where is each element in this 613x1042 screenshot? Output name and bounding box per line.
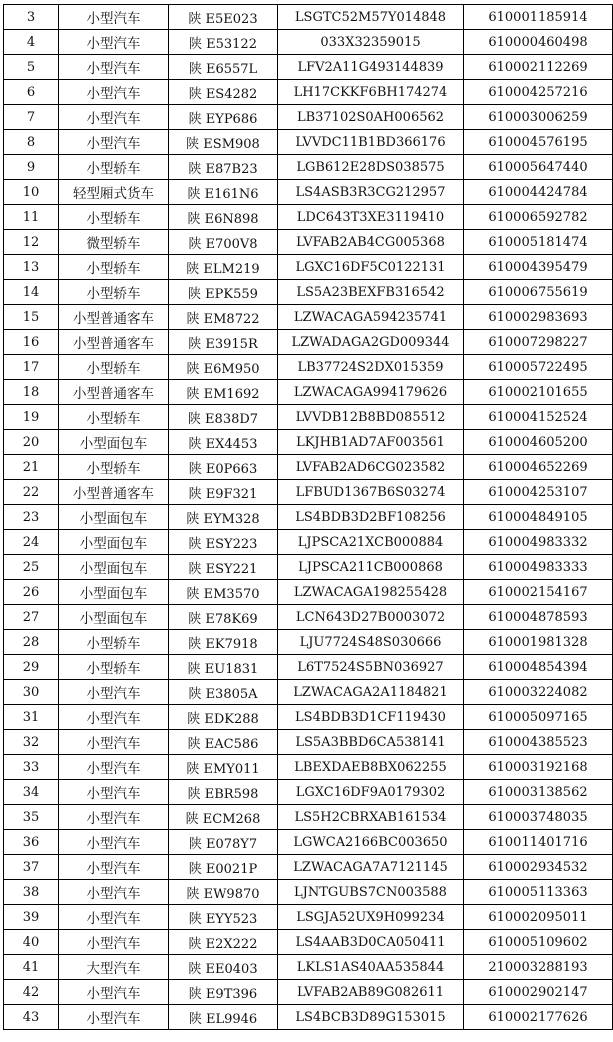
table-row bbox=[4, 730, 613, 755]
table-row bbox=[4, 205, 613, 230]
record-id: 610002902147 bbox=[464, 980, 613, 1005]
license-plate: 陕 ESM908 bbox=[169, 130, 278, 155]
vehicle-type: 小型汽车 bbox=[59, 105, 169, 130]
license-plate: 陕 EK7918 bbox=[169, 630, 278, 655]
table-row bbox=[4, 805, 613, 830]
record-id: 610005647440 bbox=[464, 155, 613, 180]
vin-number: LVFAB2AB89G082611 bbox=[278, 980, 464, 1005]
record-id: 610003138562 bbox=[464, 780, 613, 805]
record-id: 610004983333 bbox=[464, 555, 613, 580]
vehicle-type: 小型汽车 bbox=[59, 680, 169, 705]
vehicle-type: 小型面包车 bbox=[59, 580, 169, 605]
record-id: 610004983332 bbox=[464, 530, 613, 555]
vehicle-type: 小型面包车 bbox=[59, 505, 169, 530]
record-id: 610001981328 bbox=[464, 630, 613, 655]
table-row bbox=[4, 830, 613, 855]
vin-number: LBEXDAEB8BX062255 bbox=[278, 755, 464, 780]
vin-number: LS5H2CBRXAB161534 bbox=[278, 805, 464, 830]
vehicle-type: 小型汽车 bbox=[59, 80, 169, 105]
table-row bbox=[4, 355, 613, 380]
table-row bbox=[4, 580, 613, 605]
table-row bbox=[4, 855, 613, 880]
license-plate: 陕 EM8722 bbox=[169, 305, 278, 330]
license-plate: 陕 EBR598 bbox=[169, 780, 278, 805]
record-id: 610004424784 bbox=[464, 180, 613, 205]
table-row bbox=[4, 505, 613, 530]
vehicle-type: 小型汽车 bbox=[59, 930, 169, 955]
vin-number: LVVDB12B8BD085512 bbox=[278, 405, 464, 430]
record-id: 210003288193 bbox=[464, 955, 613, 980]
table-row bbox=[4, 530, 613, 555]
vin-number: LVVDC11B1BD366176 bbox=[278, 130, 464, 155]
vin-number: LS4BDB3D1CF119430 bbox=[278, 705, 464, 730]
record-id: 610003748035 bbox=[464, 805, 613, 830]
table-row bbox=[4, 1005, 613, 1030]
license-plate: 陕 E9F321 bbox=[169, 480, 278, 505]
license-plate: 陕 EPK559 bbox=[169, 280, 278, 305]
table-row bbox=[4, 655, 613, 680]
license-plate: 陕 E700V8 bbox=[169, 230, 278, 255]
row-index: 40 bbox=[4, 930, 59, 955]
license-plate: 陕 EDK288 bbox=[169, 705, 278, 730]
table-row bbox=[4, 180, 613, 205]
license-plate: 陕 E2X222 bbox=[169, 930, 278, 955]
record-id: 610003192168 bbox=[464, 755, 613, 780]
vin-number: LGXC16DF5C0122131 bbox=[278, 255, 464, 280]
row-index: 23 bbox=[4, 505, 59, 530]
record-id: 610004854394 bbox=[464, 655, 613, 680]
table-row bbox=[4, 405, 613, 430]
vehicle-type: 小型汽车 bbox=[59, 905, 169, 930]
vin-number: LVFAB2AB4CG005368 bbox=[278, 230, 464, 255]
row-index: 11 bbox=[4, 205, 59, 230]
row-index: 8 bbox=[4, 130, 59, 155]
record-id: 610007298227 bbox=[464, 330, 613, 355]
license-plate: 陕 EYM328 bbox=[169, 505, 278, 530]
license-plate: 陕 EL9946 bbox=[169, 1005, 278, 1030]
record-id: 610002154167 bbox=[464, 580, 613, 605]
row-index: 18 bbox=[4, 380, 59, 405]
license-plate: 陕 E3915R bbox=[169, 330, 278, 355]
record-id: 610002101655 bbox=[464, 380, 613, 405]
table-row bbox=[4, 905, 613, 930]
license-plate: 陕 EM3570 bbox=[169, 580, 278, 605]
record-id: 610004652269 bbox=[464, 455, 613, 480]
vin-number: LDC643T3XE3119410 bbox=[278, 205, 464, 230]
vehicle-type: 小型面包车 bbox=[59, 430, 169, 455]
record-id: 610002095011 bbox=[464, 905, 613, 930]
table-row bbox=[4, 30, 613, 55]
vehicle-type: 大型汽车 bbox=[59, 955, 169, 980]
license-plate: 陕 EYY523 bbox=[169, 905, 278, 930]
vin-number: LFBUD1367B6S03274 bbox=[278, 480, 464, 505]
vehicle-type: 小型汽车 bbox=[59, 830, 169, 855]
row-index: 27 bbox=[4, 605, 59, 630]
vin-number: LZWACAGA994179626 bbox=[278, 380, 464, 405]
vehicle-type: 小型汽车 bbox=[59, 880, 169, 905]
vin-number: LS4BCB3D89G153015 bbox=[278, 1005, 464, 1030]
row-index: 16 bbox=[4, 330, 59, 355]
row-index: 32 bbox=[4, 730, 59, 755]
license-plate: 陕 ESY221 bbox=[169, 555, 278, 580]
row-index: 20 bbox=[4, 430, 59, 455]
vin-number: LZWACAGA2A1184821 bbox=[278, 680, 464, 705]
license-plate: 陕 EU1831 bbox=[169, 655, 278, 680]
row-index: 3 bbox=[4, 5, 59, 30]
license-plate: 陕 E9T396 bbox=[169, 980, 278, 1005]
table-row bbox=[4, 630, 613, 655]
license-plate: 陕 E161N6 bbox=[169, 180, 278, 205]
vehicle-type: 小型汽车 bbox=[59, 130, 169, 155]
row-index: 36 bbox=[4, 830, 59, 855]
table-row bbox=[4, 755, 613, 780]
license-plate: 陕 EM1692 bbox=[169, 380, 278, 405]
record-id: 610006755619 bbox=[464, 280, 613, 305]
record-id: 610000460498 bbox=[464, 30, 613, 55]
row-index: 28 bbox=[4, 630, 59, 655]
record-id: 610001185914 bbox=[464, 5, 613, 30]
vin-number: LS4ASB3R3CG212957 bbox=[278, 180, 464, 205]
row-index: 10 bbox=[4, 180, 59, 205]
license-plate: 陕 EMY011 bbox=[169, 755, 278, 780]
vehicle-type: 小型面包车 bbox=[59, 605, 169, 630]
table-row bbox=[4, 430, 613, 455]
vin-number: LSGJA52UX9H099234 bbox=[278, 905, 464, 930]
record-id: 610002983693 bbox=[464, 305, 613, 330]
license-plate: 陕 EW9870 bbox=[169, 880, 278, 905]
license-plate: 陕 E6557L bbox=[169, 55, 278, 80]
table-row bbox=[4, 230, 613, 255]
vehicle-type: 微型轿车 bbox=[59, 230, 169, 255]
vin-number: LS5A23BEXFB316542 bbox=[278, 280, 464, 305]
row-index: 35 bbox=[4, 805, 59, 830]
record-id: 610002934532 bbox=[464, 855, 613, 880]
record-id: 610004605200 bbox=[464, 430, 613, 455]
vin-number: LZWADAGA2GD009344 bbox=[278, 330, 464, 355]
row-index: 13 bbox=[4, 255, 59, 280]
row-index: 41 bbox=[4, 955, 59, 980]
vin-number: LCN643D27B0003072 bbox=[278, 605, 464, 630]
record-id: 610005181474 bbox=[464, 230, 613, 255]
table-row bbox=[4, 255, 613, 280]
row-index: 12 bbox=[4, 230, 59, 255]
record-id: 610002177626 bbox=[464, 1005, 613, 1030]
record-id: 610004395479 bbox=[464, 255, 613, 280]
vin-number: 033X32359015 bbox=[278, 30, 464, 55]
table-row bbox=[4, 80, 613, 105]
license-plate: 陕 E3805A bbox=[169, 680, 278, 705]
vin-number: LZWACAGA594235741 bbox=[278, 305, 464, 330]
table-row bbox=[4, 780, 613, 805]
table-row bbox=[4, 330, 613, 355]
vin-number: LZWACAGA198255428 bbox=[278, 580, 464, 605]
table-row bbox=[4, 155, 613, 180]
vin-number: LJPSCA211CB000868 bbox=[278, 555, 464, 580]
vehicle-type: 小型轿车 bbox=[59, 155, 169, 180]
row-index: 21 bbox=[4, 455, 59, 480]
vehicle-type: 小型普通客车 bbox=[59, 330, 169, 355]
vin-number: LS4AAB3D0CA050411 bbox=[278, 930, 464, 955]
row-index: 7 bbox=[4, 105, 59, 130]
table-row bbox=[4, 880, 613, 905]
row-index: 17 bbox=[4, 355, 59, 380]
vehicle-type: 小型轿车 bbox=[59, 630, 169, 655]
row-index: 15 bbox=[4, 305, 59, 330]
vin-number: LKLS1AS40AA535844 bbox=[278, 955, 464, 980]
record-id: 610005097165 bbox=[464, 705, 613, 730]
vin-number: LSGTC52M57Y014848 bbox=[278, 5, 464, 30]
vin-number: LGB612E28DS038575 bbox=[278, 155, 464, 180]
license-plate: 陕 ECM268 bbox=[169, 805, 278, 830]
vin-number: LH17CKKF6BH174274 bbox=[278, 80, 464, 105]
row-index: 37 bbox=[4, 855, 59, 880]
record-id: 610003006259 bbox=[464, 105, 613, 130]
vehicle-type: 小型汽车 bbox=[59, 855, 169, 880]
row-index: 31 bbox=[4, 705, 59, 730]
row-index: 30 bbox=[4, 680, 59, 705]
vehicle-type: 小型普通客车 bbox=[59, 480, 169, 505]
table-row bbox=[4, 280, 613, 305]
row-index: 5 bbox=[4, 55, 59, 80]
record-id: 610004576195 bbox=[464, 130, 613, 155]
table-row bbox=[4, 105, 613, 130]
vehicle-table-body bbox=[4, 5, 613, 1030]
record-id: 610004385523 bbox=[464, 730, 613, 755]
license-plate: 陕 E6M950 bbox=[169, 355, 278, 380]
vin-number: LFV2A11G493144839 bbox=[278, 55, 464, 80]
vehicle-type: 小型汽车 bbox=[59, 705, 169, 730]
license-plate: 陕 E78K69 bbox=[169, 605, 278, 630]
license-plate: 陕 E53122 bbox=[169, 30, 278, 55]
row-index: 42 bbox=[4, 980, 59, 1005]
table-row bbox=[4, 680, 613, 705]
record-id: 610005113363 bbox=[464, 880, 613, 905]
license-plate: 陕 E0021P bbox=[169, 855, 278, 880]
row-index: 26 bbox=[4, 580, 59, 605]
license-plate: 陕 ESY223 bbox=[169, 530, 278, 555]
vin-number: LS5A3BBD6CA538141 bbox=[278, 730, 464, 755]
vehicle-type: 小型轿车 bbox=[59, 655, 169, 680]
license-plate: 陕 E87B23 bbox=[169, 155, 278, 180]
table-row bbox=[4, 380, 613, 405]
license-plate: 陕 E0P663 bbox=[169, 455, 278, 480]
record-id: 610005109602 bbox=[464, 930, 613, 955]
vehicle-type: 小型轿车 bbox=[59, 355, 169, 380]
record-id: 610004257216 bbox=[464, 80, 613, 105]
row-index: 33 bbox=[4, 755, 59, 780]
vehicle-type: 小型轿车 bbox=[59, 205, 169, 230]
row-index: 38 bbox=[4, 880, 59, 905]
table-row bbox=[4, 705, 613, 730]
vin-number: LS4BDB3D2BF108256 bbox=[278, 505, 464, 530]
record-id: 610005722495 bbox=[464, 355, 613, 380]
table-row bbox=[4, 455, 613, 480]
row-index: 6 bbox=[4, 80, 59, 105]
row-index: 43 bbox=[4, 1005, 59, 1030]
row-index: 24 bbox=[4, 530, 59, 555]
row-index: 34 bbox=[4, 780, 59, 805]
license-plate: 陕 ES4282 bbox=[169, 80, 278, 105]
record-id: 610006592782 bbox=[464, 205, 613, 230]
vehicle-type: 小型普通客车 bbox=[59, 380, 169, 405]
vin-number: LVFAB2AD6CG023582 bbox=[278, 455, 464, 480]
license-plate: 陕 EE0403 bbox=[169, 955, 278, 980]
license-plate: 陕 ELM219 bbox=[169, 255, 278, 280]
row-index: 9 bbox=[4, 155, 59, 180]
table-row bbox=[4, 55, 613, 80]
table-row bbox=[4, 130, 613, 155]
vehicle-type: 小型汽车 bbox=[59, 780, 169, 805]
table-row bbox=[4, 930, 613, 955]
vehicle-type: 小型轿车 bbox=[59, 280, 169, 305]
vehicle-type: 小型面包车 bbox=[59, 530, 169, 555]
vehicle-type: 小型汽车 bbox=[59, 55, 169, 80]
table-row bbox=[4, 955, 613, 980]
record-id: 610011401716 bbox=[464, 830, 613, 855]
vin-number: LZWACAGA7A7121145 bbox=[278, 855, 464, 880]
vin-number: LKJHB1AD7AF003561 bbox=[278, 430, 464, 455]
table-row bbox=[4, 605, 613, 630]
vin-number: LJNTGUBS7CN003588 bbox=[278, 880, 464, 905]
table-row bbox=[4, 480, 613, 505]
row-index: 14 bbox=[4, 280, 59, 305]
vehicle-type: 小型汽车 bbox=[59, 805, 169, 830]
vehicle-type: 小型汽车 bbox=[59, 5, 169, 30]
row-index: 29 bbox=[4, 655, 59, 680]
vin-number: L6T7524S5BN036927 bbox=[278, 655, 464, 680]
vehicle-table bbox=[3, 4, 613, 1030]
row-index: 4 bbox=[4, 30, 59, 55]
license-plate: 陕 EX4453 bbox=[169, 430, 278, 455]
vin-number: LGXC16DF9A0179302 bbox=[278, 780, 464, 805]
vehicle-type: 小型轿车 bbox=[59, 405, 169, 430]
vin-number: LGWCA2166BC003650 bbox=[278, 830, 464, 855]
vehicle-type: 小型汽车 bbox=[59, 730, 169, 755]
record-id: 610002112269 bbox=[464, 55, 613, 80]
vehicle-type: 小型汽车 bbox=[59, 755, 169, 780]
vehicle-type: 小型汽车 bbox=[59, 30, 169, 55]
record-id: 610003224082 bbox=[464, 680, 613, 705]
table-row bbox=[4, 555, 613, 580]
license-plate: 陕 EAC586 bbox=[169, 730, 278, 755]
license-plate: 陕 EYP686 bbox=[169, 105, 278, 130]
vehicle-type: 轻型厢式货车 bbox=[59, 180, 169, 205]
vin-number: LJPSCA21XCB000884 bbox=[278, 530, 464, 555]
vehicle-type: 小型汽车 bbox=[59, 980, 169, 1005]
vehicle-type: 小型汽车 bbox=[59, 1005, 169, 1030]
vehicle-type: 小型轿车 bbox=[59, 455, 169, 480]
license-plate: 陕 E5E023 bbox=[169, 5, 278, 30]
vehicle-type: 小型普通客车 bbox=[59, 305, 169, 330]
license-plate: 陕 E078Y7 bbox=[169, 830, 278, 855]
vehicle-type: 小型面包车 bbox=[59, 555, 169, 580]
record-id: 610004878593 bbox=[464, 605, 613, 630]
table-row bbox=[4, 5, 613, 30]
record-id: 610004849105 bbox=[464, 505, 613, 530]
table-row bbox=[4, 305, 613, 330]
license-plate: 陕 E6N898 bbox=[169, 205, 278, 230]
vin-number: LJU7724S48S030666 bbox=[278, 630, 464, 655]
vin-number: LB37724S2DX015359 bbox=[278, 355, 464, 380]
table-row bbox=[4, 980, 613, 1005]
row-index: 25 bbox=[4, 555, 59, 580]
record-id: 610004253107 bbox=[464, 480, 613, 505]
record-id: 610004152524 bbox=[464, 405, 613, 430]
row-index: 19 bbox=[4, 405, 59, 430]
vehicle-type: 小型轿车 bbox=[59, 255, 169, 280]
license-plate: 陕 E838D7 bbox=[169, 405, 278, 430]
row-index: 39 bbox=[4, 905, 59, 930]
row-index: 22 bbox=[4, 480, 59, 505]
vin-number: LB37102S0AH006562 bbox=[278, 105, 464, 130]
